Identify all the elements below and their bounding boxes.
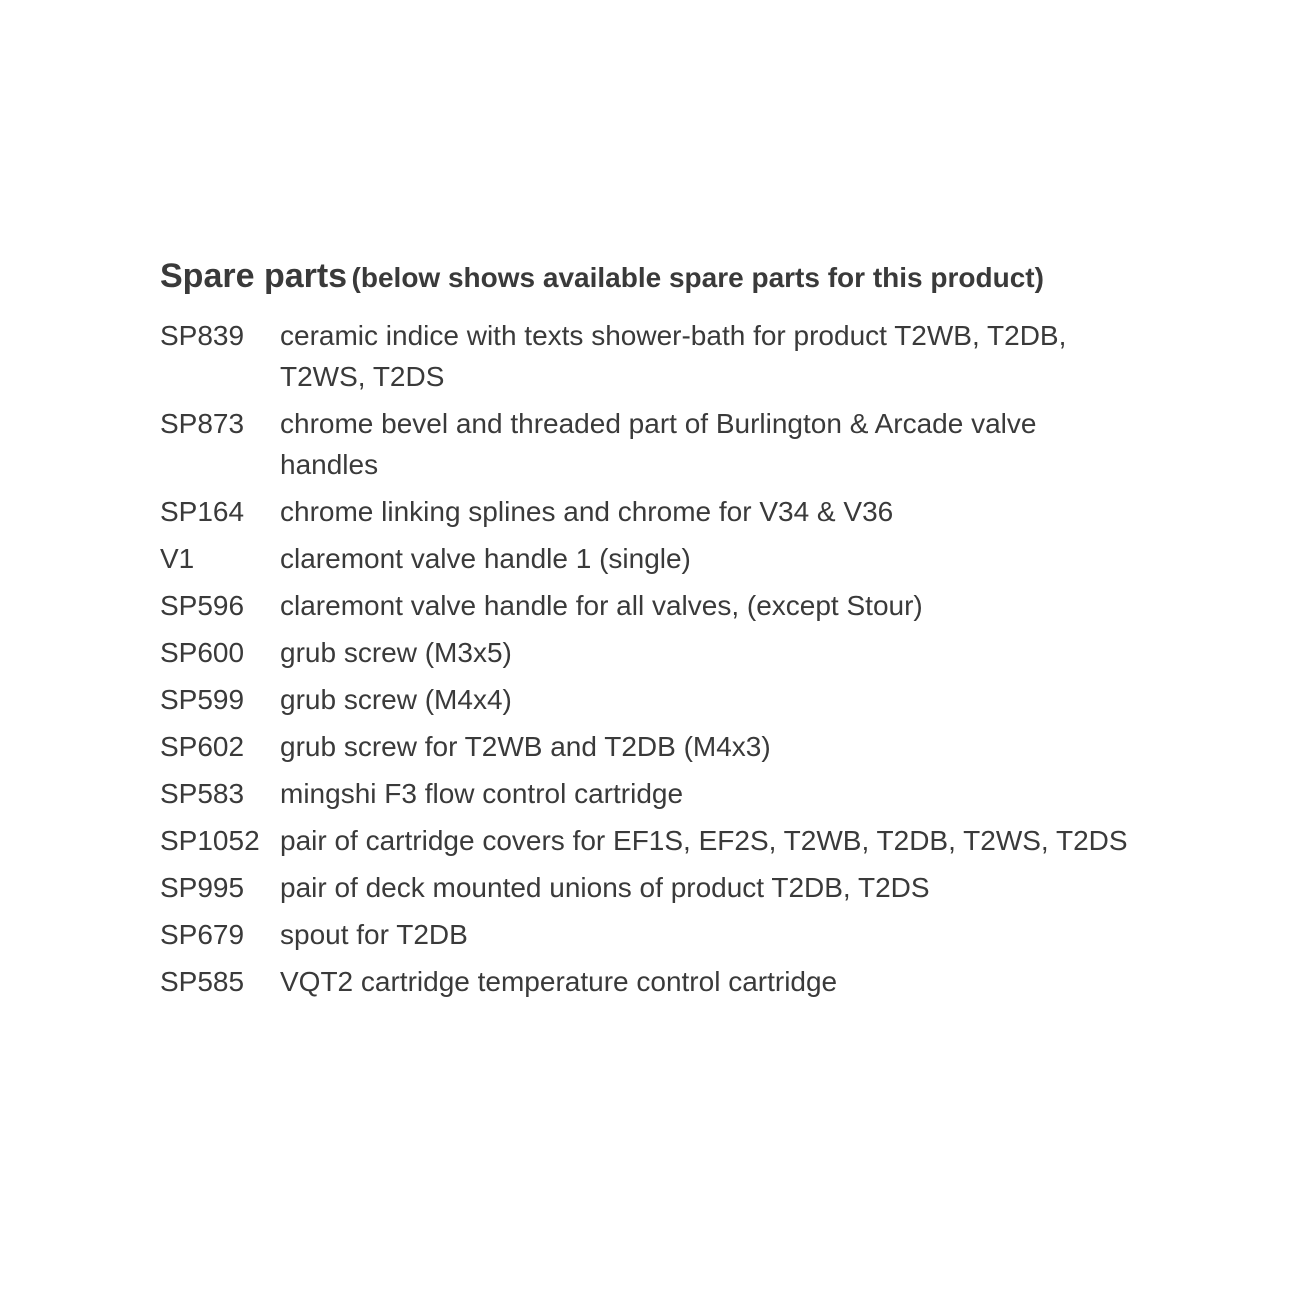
table-row	[160, 820, 1140, 867]
table-row	[160, 773, 1140, 820]
table-row	[160, 538, 1140, 585]
part-code: SP1052	[160, 825, 260, 856]
part-description: claremont valve handle for all valves, (except Stour)	[280, 590, 923, 621]
table-row	[160, 867, 1140, 914]
part-code: SP679	[160, 919, 245, 950]
part-code: SP583	[160, 778, 245, 809]
table-row	[160, 726, 1140, 773]
part-description: VQT2 cartridge temperature control cartridge	[280, 966, 838, 997]
spare-parts-table	[160, 315, 1140, 1008]
heading-sub: (below shows available spare parts for this product)	[351, 262, 1044, 293]
table-row	[160, 491, 1140, 538]
part-code: SP602	[160, 731, 245, 762]
part-code: SP164	[160, 496, 245, 527]
table-row	[160, 914, 1140, 961]
table-row	[160, 403, 1140, 491]
heading-main: Spare parts	[160, 257, 348, 295]
part-code: SP596	[160, 590, 245, 621]
spare-parts-panel	[160, 254, 1160, 1008]
part-code: SP600	[160, 637, 245, 668]
part-description: claremont valve handle 1 (single)	[280, 543, 691, 574]
part-description: grub screw (M4x4)	[280, 684, 512, 715]
table-row	[160, 632, 1140, 679]
part-description: pair of cartridge covers for EF1S, EF2S, T2WB, T2DB, T2WS, T2DS	[280, 825, 1128, 856]
part-description: chrome bevel and threaded part of Burlington & Arcade valve handles	[280, 408, 1037, 480]
table-row	[160, 679, 1140, 726]
part-description: pair of deck mounted unions of product T2DB, T2DS	[280, 872, 930, 903]
table-row	[160, 961, 1140, 1008]
part-code: SP599	[160, 684, 245, 715]
part-description: grub screw (M3x5)	[280, 637, 512, 668]
part-description: spout for T2DB	[280, 919, 468, 950]
part-code: SP839	[160, 320, 245, 351]
part-description: grub screw for T2WB and T2DB (M4x3)	[280, 731, 771, 762]
part-code: SP585	[160, 966, 245, 997]
table-row	[160, 585, 1140, 632]
part-code: V1	[160, 543, 195, 574]
part-code: SP873	[160, 408, 245, 439]
spare-parts-heading	[160, 254, 1160, 305]
part-description: chrome linking splines and chrome for V34 & V36	[280, 496, 894, 527]
part-code: SP995	[160, 872, 245, 903]
part-description: ceramic indice with texts shower-bath for product T2WB, T2DB, T2WS, T2DS	[280, 320, 1067, 392]
part-description: mingshi F3 flow control cartridge	[280, 778, 684, 809]
table-row	[160, 315, 1140, 403]
